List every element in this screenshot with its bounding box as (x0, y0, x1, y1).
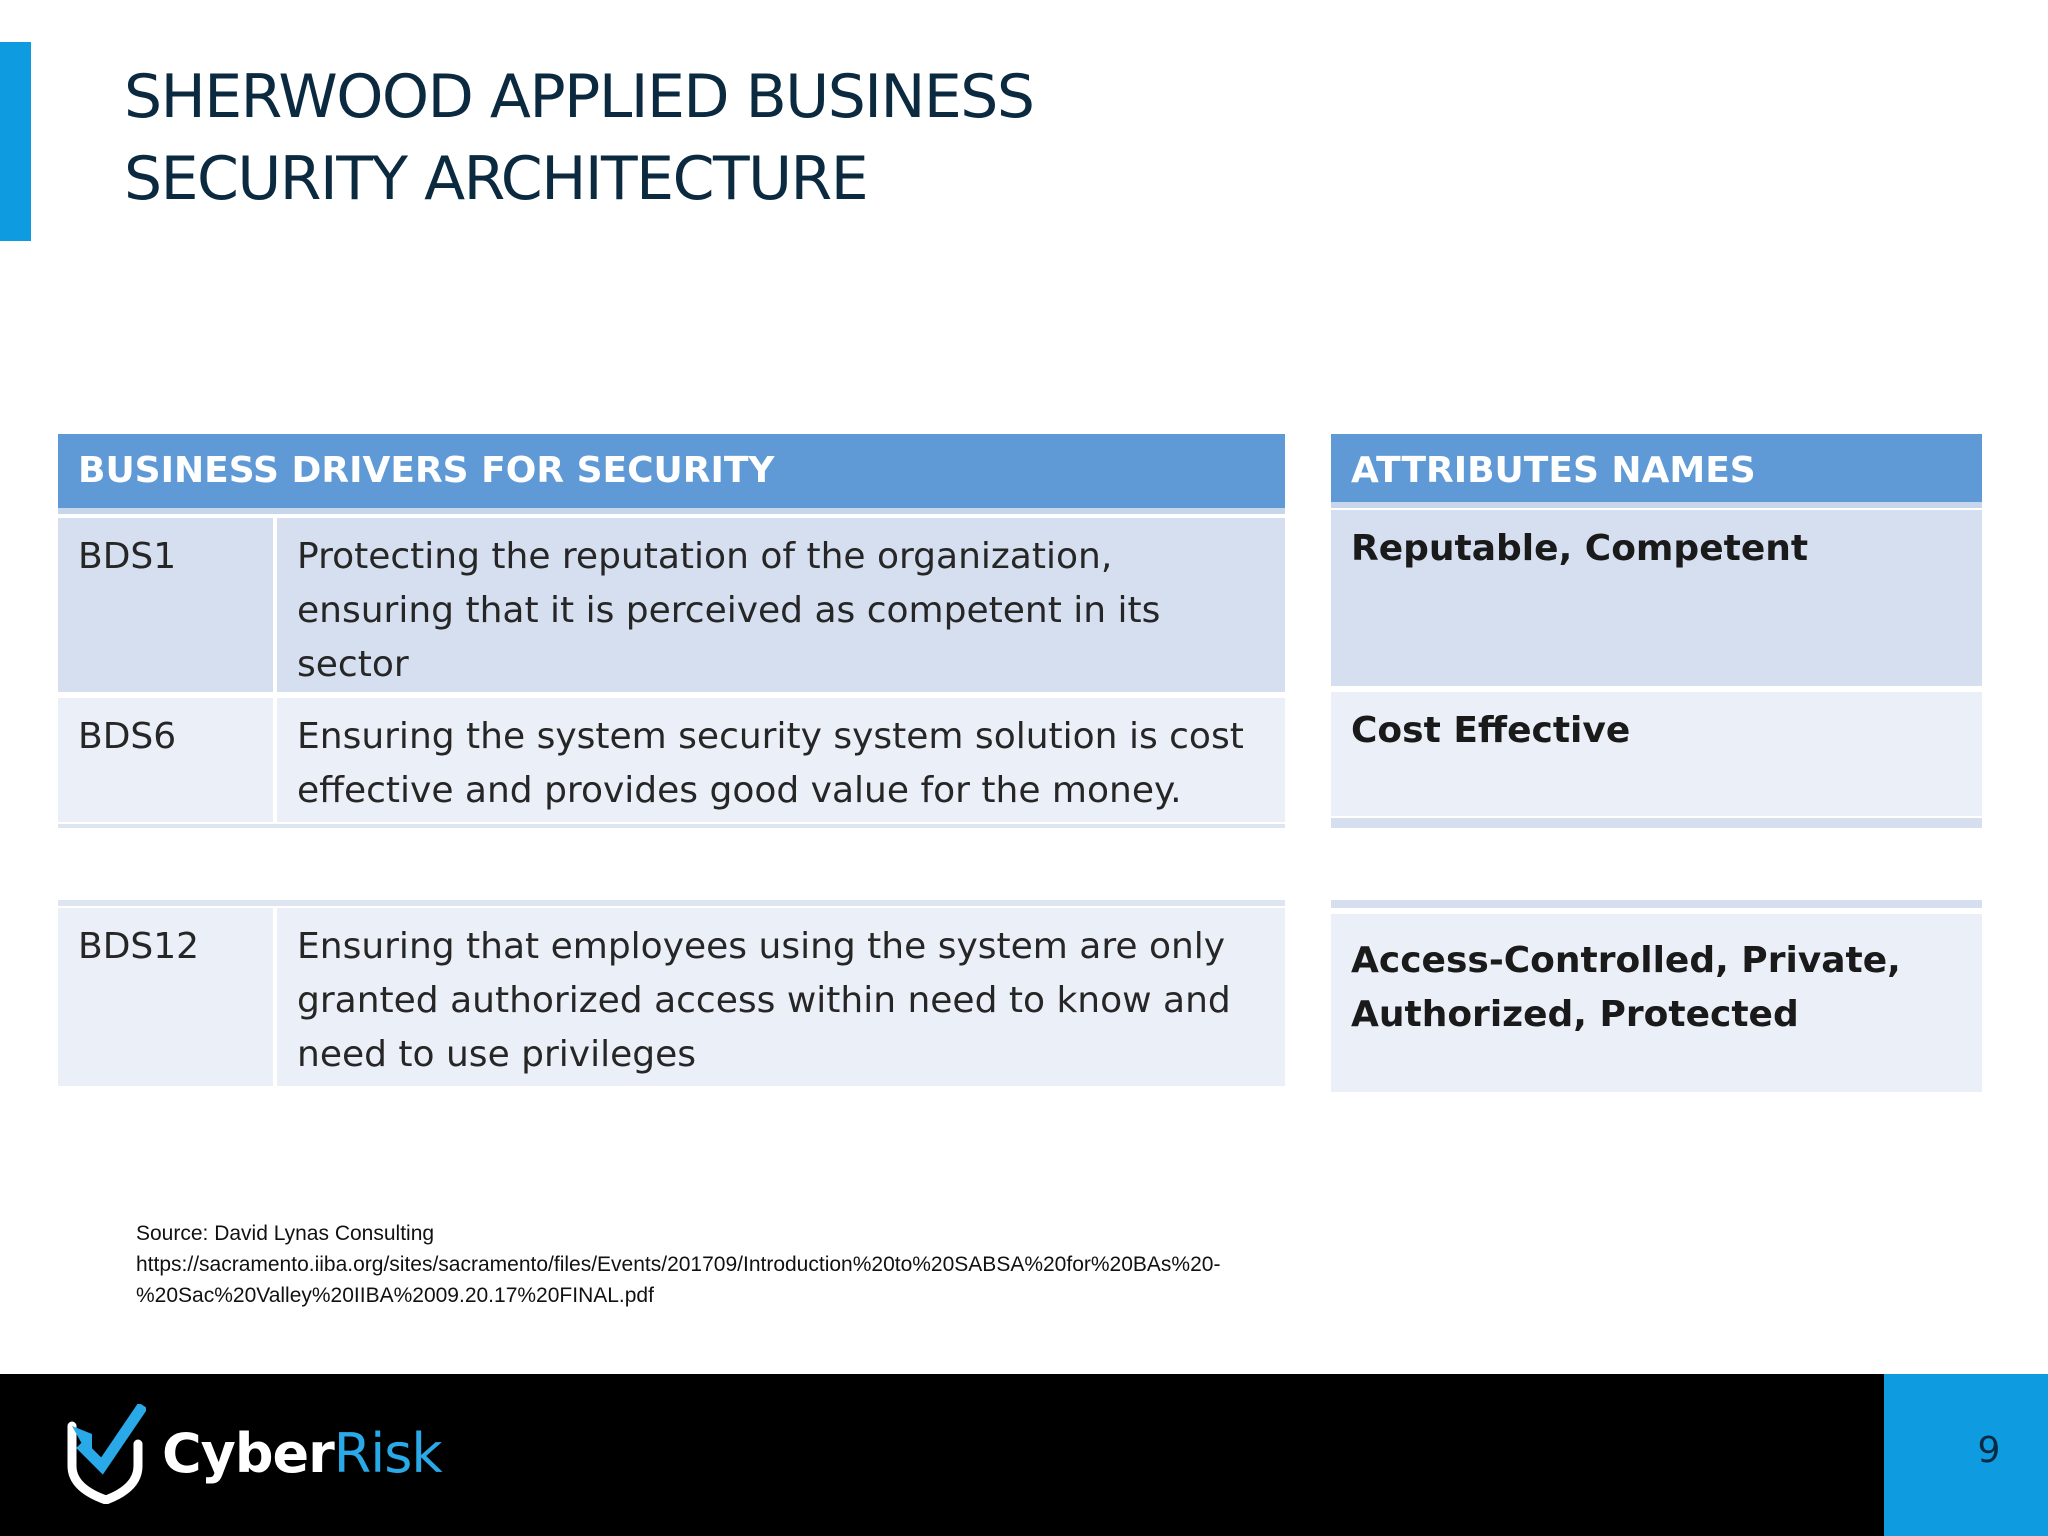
attributes-table-header: ATTRIBUTES NAMES (1331, 434, 1982, 508)
page-number: 9 (1977, 1430, 2001, 1471)
drivers-table-header: BUSINESS DRIVERS FOR SECURITY (58, 434, 1285, 514)
row-separator (1331, 818, 1982, 828)
source-line-2: https://sacramento.iiba.org/sites/sacramento/files/Events/201709/Introduction%20to%20SABSA%20for%20BAs%20- (136, 1253, 1221, 1276)
accent-bar (0, 42, 31, 241)
table-row-attributes: Reputable, Competent (1331, 510, 1982, 686)
logo-text-cyber: Cyber (162, 1422, 334, 1485)
table-row-attributes: Cost Effective (1331, 692, 1982, 816)
source-line-1: Source: David Lynas Consulting (136, 1222, 435, 1245)
table-row-description: Ensuring the system security system solution is cost effective and provides good value for the money. (277, 698, 1285, 822)
title-line-2: SECURITY ARCHITECTURE (124, 144, 868, 214)
row-separator (58, 900, 1285, 906)
table-row-id: BDS6 (58, 698, 273, 822)
logo-wordmark (162, 1422, 442, 1485)
source-line-3: %20Sac%20Valley%20IIBA%2009.20.17%20FINAL.pdf (136, 1284, 654, 1307)
table-row-description: Ensuring that employees using the system are only granted authorized access within need to know and need to use privileges (277, 908, 1285, 1086)
table-row-attributes: Access-Controlled, Private, Authorized, Protected (1331, 914, 1982, 1092)
page-number-box (1884, 1374, 2048, 1536)
row-separator (58, 824, 1285, 828)
slide-title (124, 56, 1033, 220)
table-row-id: BDS1 (58, 518, 273, 692)
logo-text-risk: Risk (333, 1422, 442, 1485)
table-row-id: BDS12 (58, 908, 273, 1086)
footer-bar (0, 1374, 2048, 1536)
shield-check-icon (66, 1404, 146, 1504)
table-row-description: Protecting the reputation of the organization, ensuring that it is perceived as competent in its sector (277, 518, 1285, 692)
title-line-1: SHERWOOD APPLIED BUSINESS (124, 62, 1034, 132)
source-citation (136, 1218, 1220, 1311)
cyberrisk-logo (66, 1404, 446, 1504)
row-separator (1331, 900, 1982, 908)
